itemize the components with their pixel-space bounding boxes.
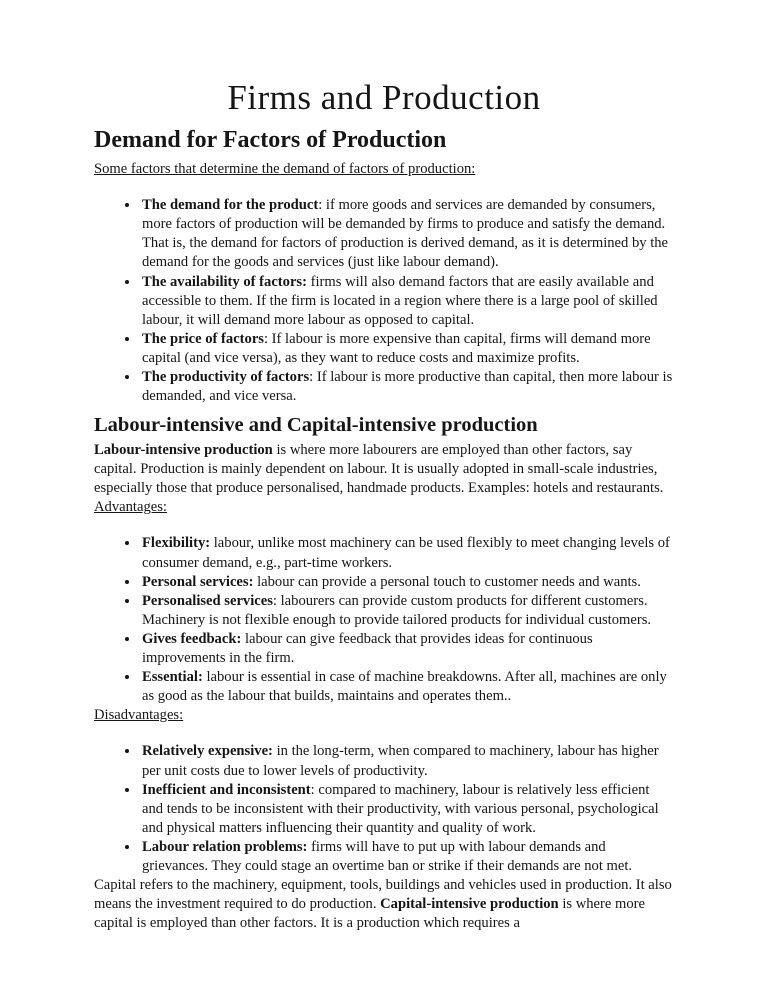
demand-bullet-list — [94, 196, 674, 406]
list-item — [140, 592, 674, 630]
bullet-text: : If labour is more productive than capital, then more labour is demanded, and vice versa. — [142, 369, 673, 405]
bullet-lead: Inefficient and inconsistent — [142, 781, 311, 798]
demand-intro-line — [94, 160, 674, 179]
demand-intro-text: Some factors that determine the demand of factors of production: — [94, 161, 476, 178]
paragraph-bold-inline: Capital-intensive production — [380, 896, 559, 913]
bullet-text: : compared to machinery, labour is relatively less efficient and tends to be inconsistent with their productivity, with various personal, psychological and physical matters influencing their quantity and quality of work. — [142, 781, 659, 836]
list-item — [140, 742, 674, 780]
list-item — [140, 668, 674, 706]
page-title: Firms and Production — [227, 78, 541, 117]
bullet-lead: Labour relation problems: — [142, 839, 308, 856]
labour-intro-paragraph — [94, 441, 674, 498]
bullet-text: : If labour is more expensive than capital, firms will demand more capital (and vice versa), as they want to reduce costs and maximize profits. — [142, 330, 651, 367]
disadvantages-label-line — [94, 706, 674, 725]
bullet-lead: The availability of factors: — [142, 273, 307, 290]
list-item — [140, 273, 674, 330]
list-item — [140, 573, 674, 592]
bullet-text: labour is essential in case of machine breakdowns. After all, machines are only as good as the labour that builds, maintains and operates them.. — [142, 669, 667, 705]
list-item — [140, 368, 674, 406]
bullet-lead: Flexibility: — [142, 535, 211, 552]
list-item — [140, 196, 674, 272]
section-heading-labour: Labour-intensive and Capital-intensive production — [94, 414, 538, 437]
bullet-text: : labourers can provide custom products for different customers. Machinery is not flexible enough to provide tailored products for individual customers. — [142, 592, 652, 628]
bullet-lead: Essential: — [142, 669, 203, 686]
bullet-lead: Relatively expensive: — [142, 743, 273, 760]
list-item — [140, 781, 674, 838]
list-item — [140, 838, 674, 876]
list-item — [140, 534, 674, 572]
bullet-lead: Personalised services — [142, 592, 273, 609]
bullet-text: labour can provide a personal touch to customer needs and wants. — [253, 573, 641, 590]
bullet-lead: The price of factors — [142, 330, 264, 347]
bullet-text: labour, unlike most machinery can be used flexibly to meet changing levels of consumer demand, e.g., part-time workers. — [142, 535, 670, 571]
advantages-label: Advantages: — [94, 499, 167, 516]
bullet-text: firms will have to put up with labour demands and grievances. They could stage an overtime ban or strike if their demands are not met. — [142, 839, 633, 875]
advantages-label-line — [94, 498, 674, 517]
advantages-bullet-list — [94, 534, 674, 706]
bullet-text: : if more goods and services are demanded by consumers, more factors of production will be demanded by firms to produce and satisfy the demand. That is, the demand for factors of production is derived demand, as it is determined by the demand for the goods and services (just like labour demand). — [142, 197, 669, 271]
list-item — [140, 330, 674, 368]
paragraph-bold-lead: Labour-intensive production — [94, 441, 273, 458]
bullet-text: firms will also demand factors that are easily available and accessible to them. If the firm is located in a region where there is a large pool of skilled labour, it will demand more labour as opposed to capital. — [142, 273, 658, 328]
bullet-lead: The productivity of factors — [142, 369, 310, 386]
bullet-lead: Personal services: — [142, 573, 254, 590]
paragraph-text: is where more capital is employed than other factors. It is a production which requires a — [94, 896, 645, 932]
paragraph-text: Capital refers to the machinery, equipment, tools, buildings and vehicles used in production. It also means the investment required to do production. — [94, 877, 672, 913]
bullet-lead: Gives feedback: — [142, 630, 242, 647]
bullet-lead: The demand for the product — [142, 197, 319, 214]
capital-paragraph — [94, 876, 674, 933]
list-item — [140, 630, 674, 668]
disadvantages-label: Disadvantages: — [94, 707, 184, 724]
disadvantages-bullet-list — [94, 742, 674, 876]
section-heading-demand: Demand for Factors of Production — [94, 127, 447, 154]
bullet-text: in the long-term, when compared to machinery, labour has higher per unit costs due to lower levels of productivity. — [142, 743, 659, 779]
paragraph-text: is where more labourers are employed than other factors, say capital. Production is mainly dependent on labour. It is usually adopted in small-scale industries, especially those that produce personalised, handmade products. Examples: hotels and restaurants. — [94, 441, 664, 497]
bullet-text: labour can give feedback that provides ideas for continuous improvements in the firm. — [142, 630, 593, 667]
